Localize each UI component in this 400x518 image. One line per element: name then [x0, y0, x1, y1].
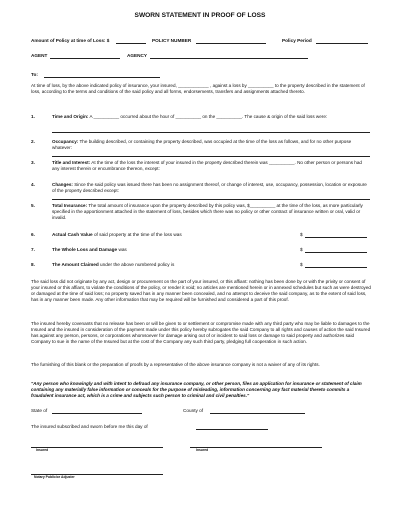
amount-of-policy-field[interactable]	[116, 43, 146, 44]
item-6-amount-field[interactable]	[305, 237, 367, 238]
item-5-number: 5.	[31, 203, 35, 208]
item-8-amount-field[interactable]	[305, 267, 367, 268]
state-label: State of	[31, 408, 48, 413]
item-3	[52, 160, 370, 172]
item-5-label: Total Insurance:	[52, 203, 88, 208]
item-8-dollar: $	[300, 262, 303, 267]
item-4	[52, 182, 370, 194]
subrogation-paragraph: The insured hereby covenants that no release has been or will be given to or settlement or compromise made with any third party who may be liable to damages to the Insured and the insured in consideration of the payment made under this policy hereby subrogates the said Company to all rights and causes of action the said Insured has against any person, persons, or corporations whomsoever for damage arising out of or incident to said loss or damage to said property and authorizes said Company to sue in the name of the Insured but at the cost of the Company any such third party, pledging full cooperation in such action.	[31, 321, 371, 345]
item-7-amount-field[interactable]	[305, 252, 367, 253]
item-6-number: 6.	[31, 232, 35, 237]
item-3-label: Title and Interest:	[52, 160, 91, 165]
agent-field[interactable]	[50, 58, 120, 59]
insured-signature-line[interactable]	[31, 447, 163, 448]
item-1-label: Time and Origin:	[52, 114, 89, 119]
policy-period-label: Policy Period	[282, 38, 312, 43]
item-7-label: The Whole Loss and Damage	[52, 247, 118, 252]
item-6-label: Actual Cash Value	[52, 232, 93, 237]
item-8	[52, 262, 174, 268]
item-8-number: 8.	[31, 262, 35, 267]
item-4-label: Changes:	[52, 182, 73, 187]
item-1-answer-line[interactable]	[52, 132, 370, 133]
item-1-number: 1.	[31, 114, 35, 119]
item-1-text: A __________ occurred about the hour of __________ on the __________. The cause & origin of the said loss were:	[89, 114, 328, 119]
agency-label: AGENCY	[127, 53, 148, 58]
county-field[interactable]	[210, 413, 305, 414]
item-4-answer-line[interactable]	[52, 199, 370, 200]
item-7	[52, 247, 127, 253]
page-title: SWORN STATEMENT IN PROOF OF LOSS	[134, 12, 266, 19]
item-1	[52, 114, 370, 120]
item-2-answer-line[interactable]	[52, 156, 370, 157]
item-2-text: The building described, or containing the property described, was occupied at the time of the loss as follows, and for no other purpose whatever:	[52, 139, 352, 151]
policy-number-label: POLICY NUMBER	[152, 38, 192, 43]
county-label: County of	[183, 408, 204, 413]
policy-period-field[interactable]	[316, 43, 368, 44]
to-label: To:	[31, 72, 38, 77]
amount-of-policy-label: Amount of Policy at time of Loss: $	[31, 38, 110, 43]
item-4-number: 4.	[31, 182, 35, 187]
state-field[interactable]	[52, 413, 142, 414]
item-7-dollar: $	[300, 247, 303, 252]
item-2	[52, 139, 370, 151]
sworn-text: The insured subscribed and sworn before me this day of	[31, 424, 148, 429]
item-8-label: The Amount Claimed	[52, 262, 99, 267]
item-8-text: under the above numbered policy is	[100, 262, 175, 267]
item-3-text: At the time of the loss the interest of your insured in the property described therein was __________. No other person or persons had any interest therein or encumbrance thereon, except:	[52, 160, 362, 172]
item-4-text: Since the said policy was issued there has been no assignment thereof, or change of interest, use, occupancy, possession, location or exposure of the property described except:	[52, 182, 367, 194]
agent-label: AGENT	[31, 53, 48, 58]
to-field[interactable]	[44, 77, 160, 78]
item-5-text: The total amount of insurance upon the property described by this policy was, $__________ at the time of the loss, as more particularly specified in the apportionment attached in the statement of loss, besides which there was no policy or other contract of insurance written or oral, valid or invalid.	[52, 203, 363, 221]
item-6	[52, 232, 182, 238]
waiver-paragraph: The furnishing of this blank or the preparation of proofs by a representative of the above insurance company is not a waiver of any of its rights.	[31, 362, 320, 367]
item-6-text: of said property at the time of the loss was	[93, 232, 182, 237]
policy-number-field[interactable]	[196, 43, 266, 44]
agency-field[interactable]	[150, 58, 308, 59]
sworn-date-field[interactable]	[196, 429, 268, 430]
item-7-number: 7.	[31, 247, 35, 252]
item-6-dollar: $	[300, 232, 303, 237]
insured-signature-line-2[interactable]	[190, 447, 322, 448]
item-2-number: 2.	[31, 139, 35, 144]
item-3-number: 3.	[31, 160, 35, 165]
item-2-label: Occupancy:	[52, 139, 79, 144]
insured-signature-label-2: Insured	[196, 448, 209, 452]
insured-signature-label: Insured	[36, 448, 49, 452]
fraud-warning: "Any person who knowingly and with intent to defraud any insurance company, or other person, files an application for insurance or statement of claim containing any materially false information or conceals for the purpose of misleading, information concerning any fact material thereto commits a fraudulent insurance act, which is a crime and subjects such person to criminal and civil penalties."	[31, 381, 362, 399]
notary-signature-label: Notary Public/or Adjuster	[34, 475, 75, 479]
intro-paragraph: At time of loss, by the above indicated policy of insurance, your insured, ____________ , against a loss by __________ to the property described in the statement of loss, according to the terms and conditions of the said policy and all forms, endorsements, transfers and assignments attached thereto.	[31, 83, 365, 95]
item-5	[52, 203, 370, 221]
item-7-text: was	[118, 247, 127, 252]
no-fraud-paragraph: The said loss did not originate by any act, design or procurement on the part of your insured, or this affiant: nothing has been done by or with the privity or consent of your insured or this affiant, to violate the conditions of the policy, or render it void; no articles are mentioned herein or in annexed schedules but such as were destroyed or damaged at the time of said loss; no property saved has in any manner been concealed, and no attempt to deceive the said company, as to the extent of said loss, has in any manner been made. Any other information that may be required will be furnished and considered a part of this proof.	[31, 279, 371, 303]
